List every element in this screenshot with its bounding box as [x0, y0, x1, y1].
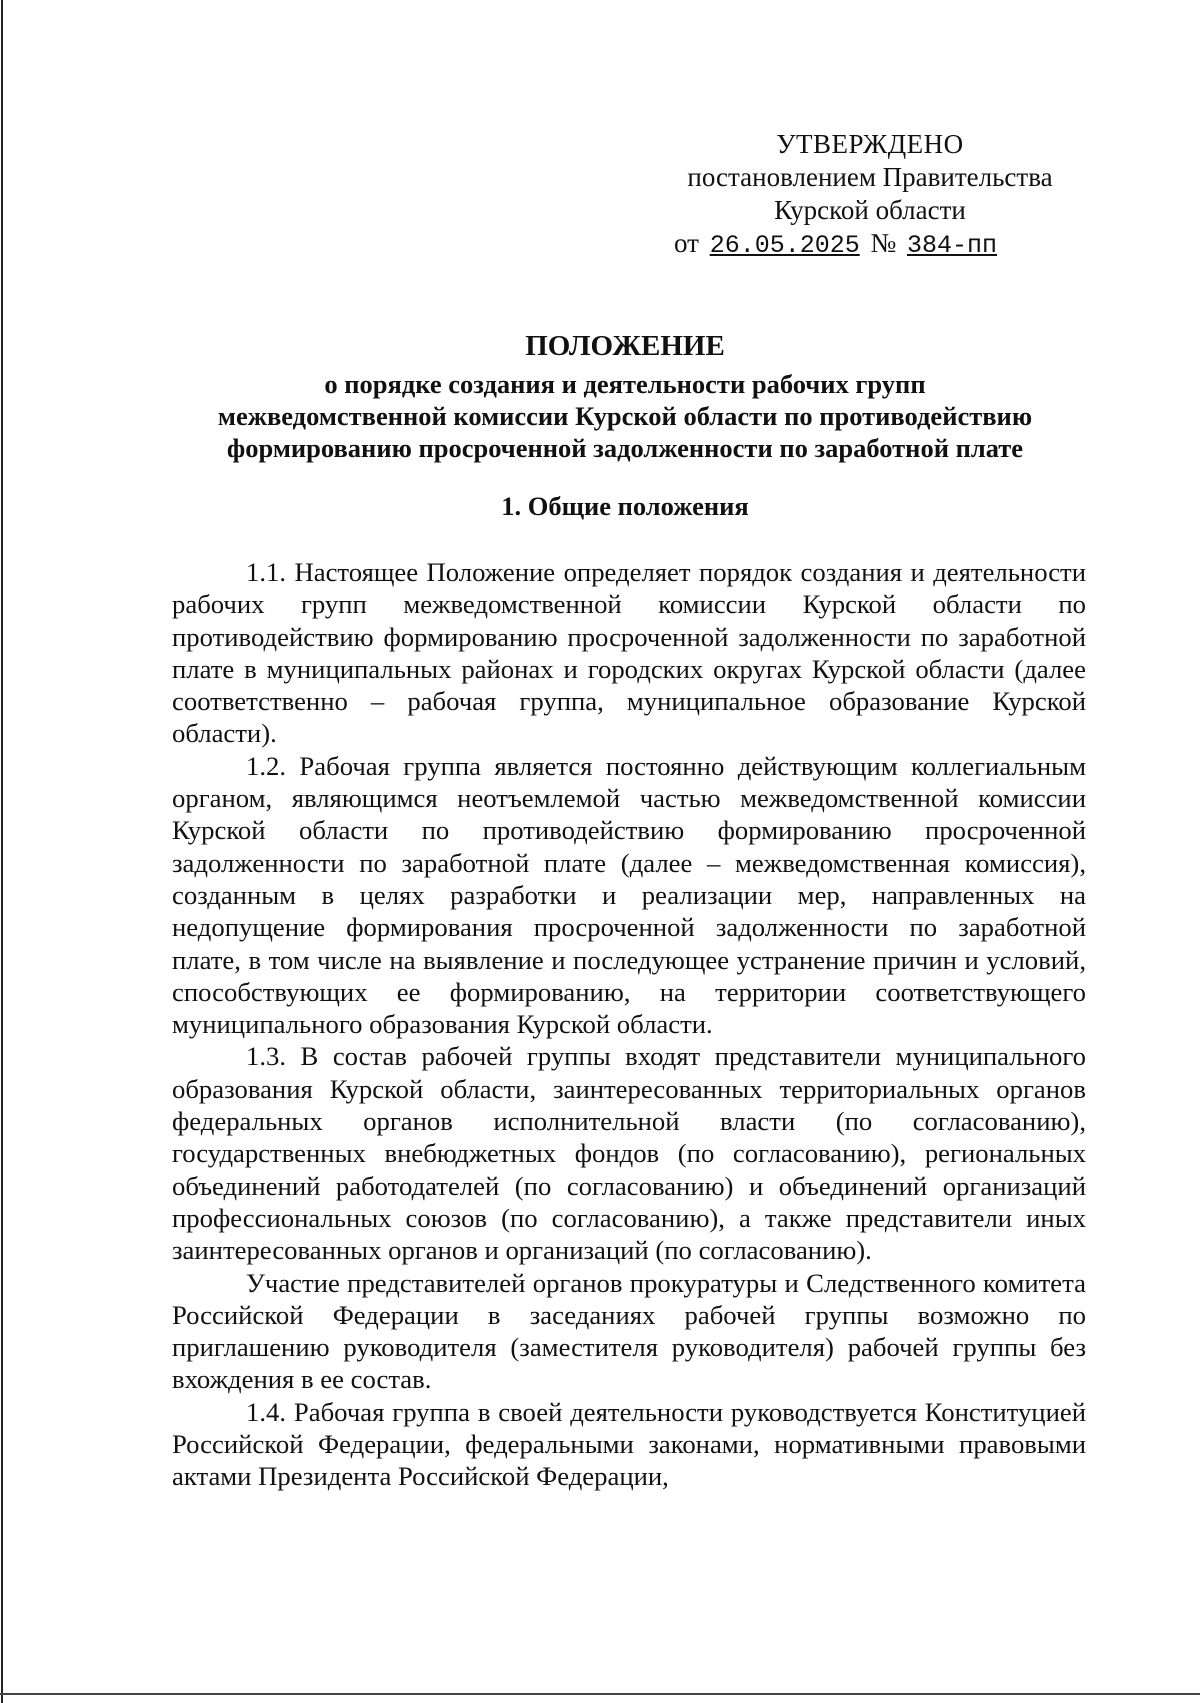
subtitle-line: межведомственной комиссии Курской области по противодействию [217, 401, 1033, 431]
approved-label: УТВЕРЖДЕНО [776, 129, 964, 159]
document-subtitle [150, 368, 1100, 464]
document-title-block [150, 328, 1100, 464]
decree-date: 26.05.2025 [709, 231, 860, 260]
section-heading: 1. Общие положения [501, 491, 749, 521]
approved-region-line: Курской области [774, 195, 966, 225]
number-prefix: № [870, 228, 897, 258]
scan-left-border [1, 0, 3, 1703]
approved-by-line: постановлением Правительства [687, 162, 1053, 192]
paragraph-1-1: 1.1. Настоящее Положение определяет порядок создания и деятельности рабочих групп межведомственной комиссии Курской области по противодействию формированию просроченной задолженности по заработной плате в муниципальных районах и городских округах Курской области (далее соответственно – рабочая группа, муниципальное образование Курской области). [172, 557, 1086, 749]
paragraph-1-2: 1.2. Рабочая группа является постоянно действующим коллегиальным органом, являющимся неотъемлемой частью межведомственной комиссии Курской области по противодействию формированию просроченной задолженности по заработной плате (далее – межведомственная комиссия), созданным в целях разработки и реализации мер, направленных на недопущение формирования просроченной задолженности по заработной плате, в том числе на выявление и последующее устранение причин и условий, способствующих ее формированию, на территории соответствующего муниципального образования Курской области. [172, 750, 1086, 1040]
document-title: ПОЛОЖЕНИЕ [525, 330, 725, 362]
paragraph-participation: Участие представителей органов прокуратуры и Следственного комитета Российской Федерации в заседаниях рабочей группы возможно по приглашению руководителя (заместителя руководителя) рабочей группы без вхождения в ее состав. [172, 1267, 1086, 1395]
decree-number: 384-пп [907, 231, 998, 260]
paragraph-1-4: 1.4. Рабочая группа в своей деятельности руководствуется Конституцией Российской Федерации, федеральными законами, нормативными правовыми актами Президента Российской Федерации, [172, 1396, 1086, 1492]
scan-bottom-border [0, 1693, 1200, 1695]
subtitle-line: о порядке создания и деятельности рабочих групп [324, 369, 926, 399]
section-body [172, 556, 1086, 1493]
approval-stamp-block [660, 128, 1080, 262]
subtitle-line: формированию просроченной задолженности по заработной плате [226, 433, 1024, 463]
date-prefix: от [674, 228, 699, 258]
paragraph-1-3: 1.3. В состав рабочей группы входят представители муниципального образования Курской области, заинтересованных территориальных органов федеральных органов исполнительной власти (по согласованию), государственных внебюджетных фондов (по согласованию), региональных объединений работодателей (по согласованию) и объединений организаций профессиональных союзов (по согласованию), а также представители иных заинтересованных органов и организаций (по согласованию). [172, 1041, 1086, 1266]
decree-date-number-line [660, 227, 1080, 262]
